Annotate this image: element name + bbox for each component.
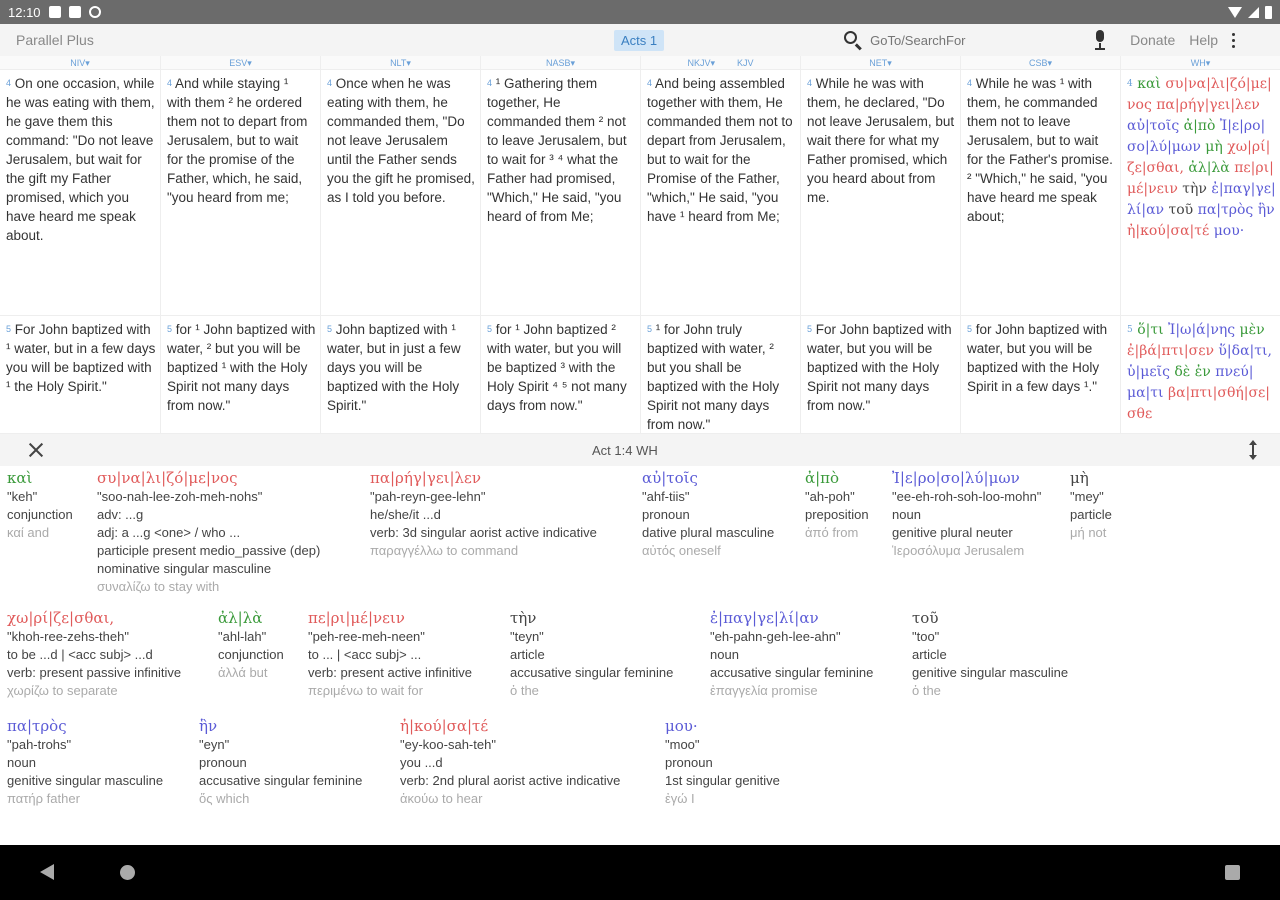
- chapter-reference-button[interactable]: Acts 1: [614, 30, 664, 51]
- parsing-line: article: [912, 647, 947, 662]
- greek-word: χω|ρί|ζε|σθαι,: [7, 609, 115, 627]
- greek-word[interactable]: μὲν: [1239, 322, 1265, 338]
- greek-word: ἀ|πὸ: [805, 469, 840, 487]
- pronunciation: "ahf-tiis": [642, 489, 690, 504]
- parsing-line: participle present medio_passive (dep): [97, 543, 321, 558]
- lexical-gloss: Ἱεροσόλυμα Jerusalem: [892, 543, 1025, 558]
- lexicon-entry[interactable]: [892, 468, 1041, 560]
- parsing-line: dative plural masculine: [642, 525, 775, 540]
- greek-word[interactable]: συ|να|λι|ζό|με|νος: [1127, 76, 1272, 113]
- lexicon-entry[interactable]: [642, 468, 774, 560]
- column-net: [801, 56, 961, 434]
- verse-number: 5: [967, 324, 973, 334]
- verse-text: While he was with them, he declared, "Do not leave Jerusalem, but wait there for what my Father promised, which you heard about from me.: [807, 76, 955, 205]
- pronunciation: "too": [912, 629, 940, 644]
- greek-word[interactable]: ὕ|δα|τι,: [1218, 343, 1272, 359]
- status-bar: [0, 0, 1280, 24]
- lexicon-entry[interactable]: [7, 716, 163, 808]
- lexical-gloss: συναλίζω to stay with: [97, 579, 220, 594]
- parsing-line: genitive singular masculine: [912, 665, 1069, 680]
- parsing-line: accusative singular feminine: [510, 665, 674, 680]
- pronunciation: "peh-ree-meh-neen": [308, 629, 425, 644]
- greek-word: καὶ: [7, 469, 33, 487]
- lexicon-entry[interactable]: [97, 468, 320, 596]
- pronunciation: "ey-koo-sah-teh": [400, 737, 496, 752]
- greek-word[interactable]: ὑ|μεῖς: [1127, 364, 1170, 380]
- parsing-line: nominative singular masculine: [97, 561, 272, 576]
- secondary-translation-label[interactable]: KJV: [737, 58, 754, 68]
- resize-handle-icon[interactable]: [1248, 440, 1258, 460]
- lexical-gloss: παραγγέλλω to command: [370, 543, 519, 558]
- parsing-line: adv: ...g: [97, 507, 144, 522]
- verse-number: 5: [487, 324, 493, 334]
- lexical-gloss: ὁ the: [912, 683, 941, 698]
- verse-number: 4: [6, 78, 12, 88]
- sync-icon: [89, 6, 101, 18]
- verse-text: And while staying ¹ with them ² he ordered them not to depart from Jerusalem, but to wait for the promise of the Father, which, he said, "you heard from me;: [167, 76, 308, 205]
- parsing-line: he/she/it ...d: [370, 507, 441, 522]
- greek-word: τὴν: [510, 609, 537, 627]
- greek-word[interactable]: Ἰ|ω|ά|νης: [1168, 322, 1236, 338]
- greek-word[interactable]: βα|πτι|σθή|σε|σθε: [1127, 385, 1271, 422]
- verse-cell[interactable]: [321, 316, 480, 434]
- lexical-gloss: ἀπό from: [805, 525, 859, 540]
- parsing-line: pronoun: [665, 755, 713, 770]
- parsing-line: adj: a ...g <one> / who ...: [97, 525, 241, 540]
- greek-word: μὴ: [1070, 469, 1089, 487]
- verse-cell[interactable]: [641, 70, 800, 316]
- parsing-line: particle: [1070, 507, 1112, 522]
- greek-word[interactable]: ἐ|παγ|γε|λί|αν: [1127, 181, 1276, 218]
- wifi-icon: [1228, 7, 1242, 18]
- verse-text: For John baptized with water, but you will be baptized with the Holy Spirit not many days from now.": [807, 322, 952, 413]
- lexical-gloss: ἀκούω to hear: [400, 791, 483, 806]
- lexical-gloss: ὅς which: [199, 791, 250, 806]
- parsing-line: noun: [892, 507, 921, 522]
- parsing-line: preposition: [805, 507, 869, 522]
- android-nav-bar: [0, 845, 1280, 900]
- parsing-line: to ... | <acc subj> ...: [308, 647, 422, 662]
- verse-number: 4: [1127, 79, 1133, 89]
- translation-selector[interactable]: NET▾: [801, 56, 960, 70]
- verse-number: 4: [647, 78, 653, 88]
- greek-word[interactable]: πνεύ|μα|τι: [1127, 364, 1254, 401]
- parsing-line: accusative singular feminine: [199, 773, 363, 788]
- translation-label: NKJV▾: [687, 58, 715, 68]
- pronunciation: "mey": [1070, 489, 1104, 504]
- parsing-line: conjunction: [218, 647, 284, 662]
- parsing-line: article: [510, 647, 545, 662]
- parsing-line: genitive singular masculine: [7, 773, 164, 788]
- parsing-line: conjunction: [7, 507, 73, 522]
- lexicon-entry[interactable]: [199, 716, 362, 808]
- greek-word[interactable]: τοῦ: [1168, 202, 1194, 218]
- verse-number: 5: [1127, 325, 1133, 335]
- verse-text: John baptized with ¹ water, but in just a few days you will be baptized with the Holy Spirit.": [327, 322, 461, 413]
- greek-word: τοῦ: [912, 609, 939, 627]
- lexicon-entry[interactable]: [7, 608, 181, 700]
- pronunciation: "teyn": [510, 629, 544, 644]
- pronunciation: "ah-poh": [805, 489, 855, 504]
- parsing-line: you ...d: [400, 755, 443, 770]
- greek-word[interactable]: ἀλ|λὰ: [1188, 160, 1230, 176]
- parsing-line: to be ...d | <acc subj> ...d: [7, 647, 153, 662]
- signal-icon: [1248, 7, 1259, 18]
- translation-selector[interactable]: NASB▾: [481, 56, 640, 70]
- greek-word[interactable]: δὲ: [1174, 364, 1191, 380]
- greek-word[interactable]: μὴ: [1205, 139, 1223, 155]
- greek-word[interactable]: ἐ|βά|πτι|σεν: [1127, 343, 1214, 359]
- greek-word: αὐ|τοῖς: [642, 469, 698, 487]
- verse-number: 5: [167, 324, 173, 334]
- pronunciation: "moo": [665, 737, 700, 752]
- verse-text: And being assembled together with them, He commanded them not to depart from Jerusalem, but to wait for the Promise of the Father, "which," He said, "you have ¹ heard from Me;: [647, 76, 793, 224]
- lexicon-entry[interactable]: [912, 608, 1068, 700]
- verse-text: ¹ Gathering them together, He commanded them ² not to leave Jerusalem, but to wait for ³ ⁴ what the Father had promised, "Which," He said, "you heard of from Me;: [487, 76, 627, 224]
- lexical-gloss: περιμένω to wait for: [308, 683, 423, 698]
- parsing-line: verb: 2nd plural aorist active indicative: [400, 773, 621, 788]
- lexical-gloss: ἐγώ I: [665, 791, 695, 806]
- greek-word[interactable]: αὐ|τοῖς: [1127, 118, 1180, 134]
- greek-word[interactable]: Ἰ|ε|ρο|σο|λύ|μων: [1127, 118, 1266, 155]
- greek-word: ἠ|κού|σα|τέ: [400, 717, 489, 735]
- translation-selector[interactable]: CSB▾: [961, 56, 1120, 70]
- verse-cell[interactable]: [161, 70, 320, 316]
- lexicon-entry[interactable]: [7, 468, 73, 542]
- parsing-line: verb: present passive infinitive: [7, 665, 182, 680]
- translation-selector[interactable]: WH▾: [1121, 56, 1280, 70]
- app-name: Parallel Plus: [16, 32, 94, 48]
- verse-text: for ¹ John baptized with water, ² but you will be baptized ¹ with the Holy Spirit not many days from now.": [167, 322, 316, 413]
- greek-word[interactable]: ἣν: [1257, 202, 1275, 218]
- pronunciation: "eh-pahn-geh-lee-ahn": [710, 629, 841, 644]
- translation-selector[interactable]: [641, 56, 800, 70]
- column-niv: [0, 56, 161, 434]
- greek-word[interactable]: πα|τρὸς: [1197, 202, 1254, 218]
- verse-cell[interactable]: [961, 70, 1120, 316]
- microphone-icon[interactable]: [1092, 29, 1108, 51]
- more-options-icon[interactable]: [1228, 33, 1238, 48]
- parsing-line: pronoun: [642, 507, 690, 522]
- lexical-gloss: ἐπαγγελία promise: [710, 683, 818, 698]
- greek-word[interactable]: πε|ρι|μέ|νειν: [1127, 160, 1274, 197]
- pronunciation: "soo-nah-lee-zoh-meh-nohs": [97, 489, 263, 504]
- notification-icon: [49, 6, 61, 18]
- verse-text: Once when he was eating with them, he commanded them, "Do not leave Jerusalem until the Father sends you the gift he promised, as I told you before.: [327, 76, 475, 205]
- battery-icon: [1265, 6, 1272, 19]
- verse-text: for John baptized with water, but you will be baptized with the Holy Spirit in a few days ¹.": [967, 322, 1108, 394]
- greek-word: πε|ρι|μέ|νειν: [308, 609, 405, 627]
- greek-word[interactable]: ἐν: [1194, 364, 1211, 380]
- verse-text: For John baptized with ¹ water, but in a few days you will be baptized with ¹ the Holy Spirit.": [6, 322, 156, 394]
- verse-number: 5: [327, 324, 333, 334]
- pronunciation: "ee-eh-roh-soh-loo-mohn": [892, 489, 1042, 504]
- column-nasb: [481, 56, 641, 434]
- parsing-line: genitive plural neuter: [892, 525, 1013, 540]
- column-csb: [961, 56, 1121, 434]
- lexicon-entry[interactable]: [370, 468, 597, 560]
- lexicon-panel: [0, 466, 1280, 840]
- greek-word[interactable]: πα|ρήγ|γει|λεν: [1156, 97, 1260, 113]
- greek-word[interactable]: ἀ|πὸ: [1183, 118, 1216, 134]
- home-icon[interactable]: [120, 865, 135, 880]
- search-input[interactable]: [870, 33, 1090, 48]
- parsing-line: pronoun: [199, 755, 247, 770]
- translation-selector[interactable]: NLT▾: [321, 56, 480, 70]
- pronunciation: "keh": [7, 489, 38, 504]
- lexicon-entry[interactable]: [400, 716, 620, 808]
- column-wh: [1121, 56, 1280, 434]
- parsing-line: verb: 3d singular aorist active indicative: [370, 525, 597, 540]
- lexical-gloss: καί and: [7, 525, 50, 540]
- parsing-line: noun: [710, 647, 739, 662]
- recent-apps-icon[interactable]: [1225, 865, 1240, 880]
- verse-number: 4: [967, 78, 973, 88]
- app-toolbar: [0, 24, 1280, 56]
- search-icon[interactable]: [842, 29, 864, 51]
- sd-card-icon: [69, 6, 81, 18]
- lexicon-entry[interactable]: [510, 608, 673, 700]
- verse-number: 4: [807, 78, 813, 88]
- lexicon-entry[interactable]: [308, 608, 472, 700]
- greek-verse-cell[interactable]: [1121, 70, 1280, 316]
- greek-word[interactable]: μου·: [1213, 223, 1245, 239]
- back-icon[interactable]: [40, 864, 54, 880]
- translation-selector[interactable]: NIV▾: [0, 56, 160, 70]
- lexical-gloss: πατήρ father: [7, 791, 80, 806]
- greek-word: ἣν: [199, 717, 218, 735]
- verse-number: 4: [327, 78, 333, 88]
- lexical-gloss: μή not: [1070, 525, 1107, 540]
- greek-word: ἐ|παγ|γε|λί|αν: [710, 609, 819, 627]
- pronunciation: "khoh-ree-zehs-theh": [7, 629, 129, 644]
- greek-word: ἀλ|λὰ: [218, 609, 263, 627]
- greek-word[interactable]: ὅ|τι: [1137, 322, 1164, 338]
- word-detail-bar: [0, 434, 1280, 466]
- parallel-verse-area: [0, 56, 1280, 434]
- verse-number: 5: [647, 324, 653, 334]
- greek-word[interactable]: τὴν: [1182, 181, 1207, 197]
- translation-selector[interactable]: ESV▾: [161, 56, 320, 70]
- verse-text: On one occasion, while he was eating with them, he gave them this command: "Do not leave Jerusalem, but wait for the gift my Father promised, which you have heard me speak about.: [6, 76, 155, 243]
- clock: 12:10: [8, 4, 41, 20]
- parsing-line: verb: present active infinitive: [308, 665, 473, 680]
- verse-cell[interactable]: [0, 70, 160, 316]
- lexicon-entry[interactable]: [710, 608, 873, 700]
- lexical-gloss: ἀλλά but: [218, 665, 268, 680]
- parsing-line: 1st singular genitive: [665, 773, 780, 788]
- lexicon-entry[interactable]: [1070, 468, 1112, 542]
- greek-word[interactable]: καὶ: [1137, 76, 1161, 92]
- verse-cell[interactable]: [801, 316, 960, 434]
- greek-word: πα|τρὸς: [7, 717, 67, 735]
- greek-word: μου·: [665, 717, 698, 735]
- verse-number: 4: [167, 78, 173, 88]
- verse-number: 4: [487, 78, 493, 88]
- lexicon-entry[interactable]: [665, 716, 780, 808]
- verse-cell[interactable]: [161, 316, 320, 434]
- verse-cell[interactable]: [641, 316, 800, 434]
- verse-text: While he was ¹ with them, he commanded them not to leave Jerusalem, but to wait for the Father's promise. ² "Which," he said, "you have heard me speak about;: [967, 76, 1113, 224]
- verse-cell[interactable]: [801, 70, 960, 316]
- parsing-line: accusative singular feminine: [710, 665, 874, 680]
- lexical-gloss: ὁ the: [510, 683, 539, 698]
- column-nlt: [321, 56, 481, 434]
- verse-cell[interactable]: [321, 70, 480, 316]
- help-button[interactable]: Help: [1189, 32, 1219, 48]
- verse-number: 5: [807, 324, 813, 334]
- lexicon-entry[interactable]: [218, 608, 284, 682]
- greek-verse-cell[interactable]: [1121, 316, 1280, 434]
- verse-cell[interactable]: [481, 316, 640, 434]
- detail-reference: Act 1:4 WH: [592, 442, 658, 458]
- pronunciation: "eyn": [199, 737, 230, 752]
- greek-word: Ἰ|ε|ρο|σο|λύ|μων: [892, 469, 1020, 487]
- verse-cell[interactable]: [0, 316, 160, 434]
- parsing-line: noun: [7, 755, 36, 770]
- donate-button[interactable]: Donate: [1130, 32, 1176, 48]
- verse-text: for ¹ John baptized ² with water, but you will be baptized ³ with the Holy Spirit ⁴ ⁵ not many days from now.": [487, 322, 627, 413]
- pronunciation: "pah-reyn-gee-lehn": [370, 489, 486, 504]
- verse-cell[interactable]: [481, 70, 640, 316]
- lexical-gloss: αὐτός oneself: [642, 543, 721, 558]
- greek-word: πα|ρήγ|γει|λεν: [370, 469, 481, 487]
- pronunciation: "ahl-lah": [218, 629, 267, 644]
- verse-number: 5: [6, 324, 12, 334]
- lexical-gloss: χωρίζω to separate: [7, 683, 118, 698]
- column-esv: [161, 56, 321, 434]
- pronunciation: "pah-trohs": [7, 737, 72, 752]
- lexicon-entry[interactable]: [805, 468, 869, 542]
- greek-word[interactable]: χω|ρί|ζε|σθαι,: [1127, 139, 1271, 176]
- verse-cell[interactable]: [961, 316, 1120, 434]
- greek-word: συ|να|λι|ζό|με|νος: [97, 469, 238, 487]
- greek-word[interactable]: ἠ|κού|σα|τέ: [1127, 223, 1210, 239]
- column-nkjv: [641, 56, 801, 434]
- verse-text: ¹ for John truly baptized with water, ² but you shall be baptized with the Holy Spirit not many days from now.": [647, 322, 780, 432]
- close-icon[interactable]: [28, 442, 44, 458]
